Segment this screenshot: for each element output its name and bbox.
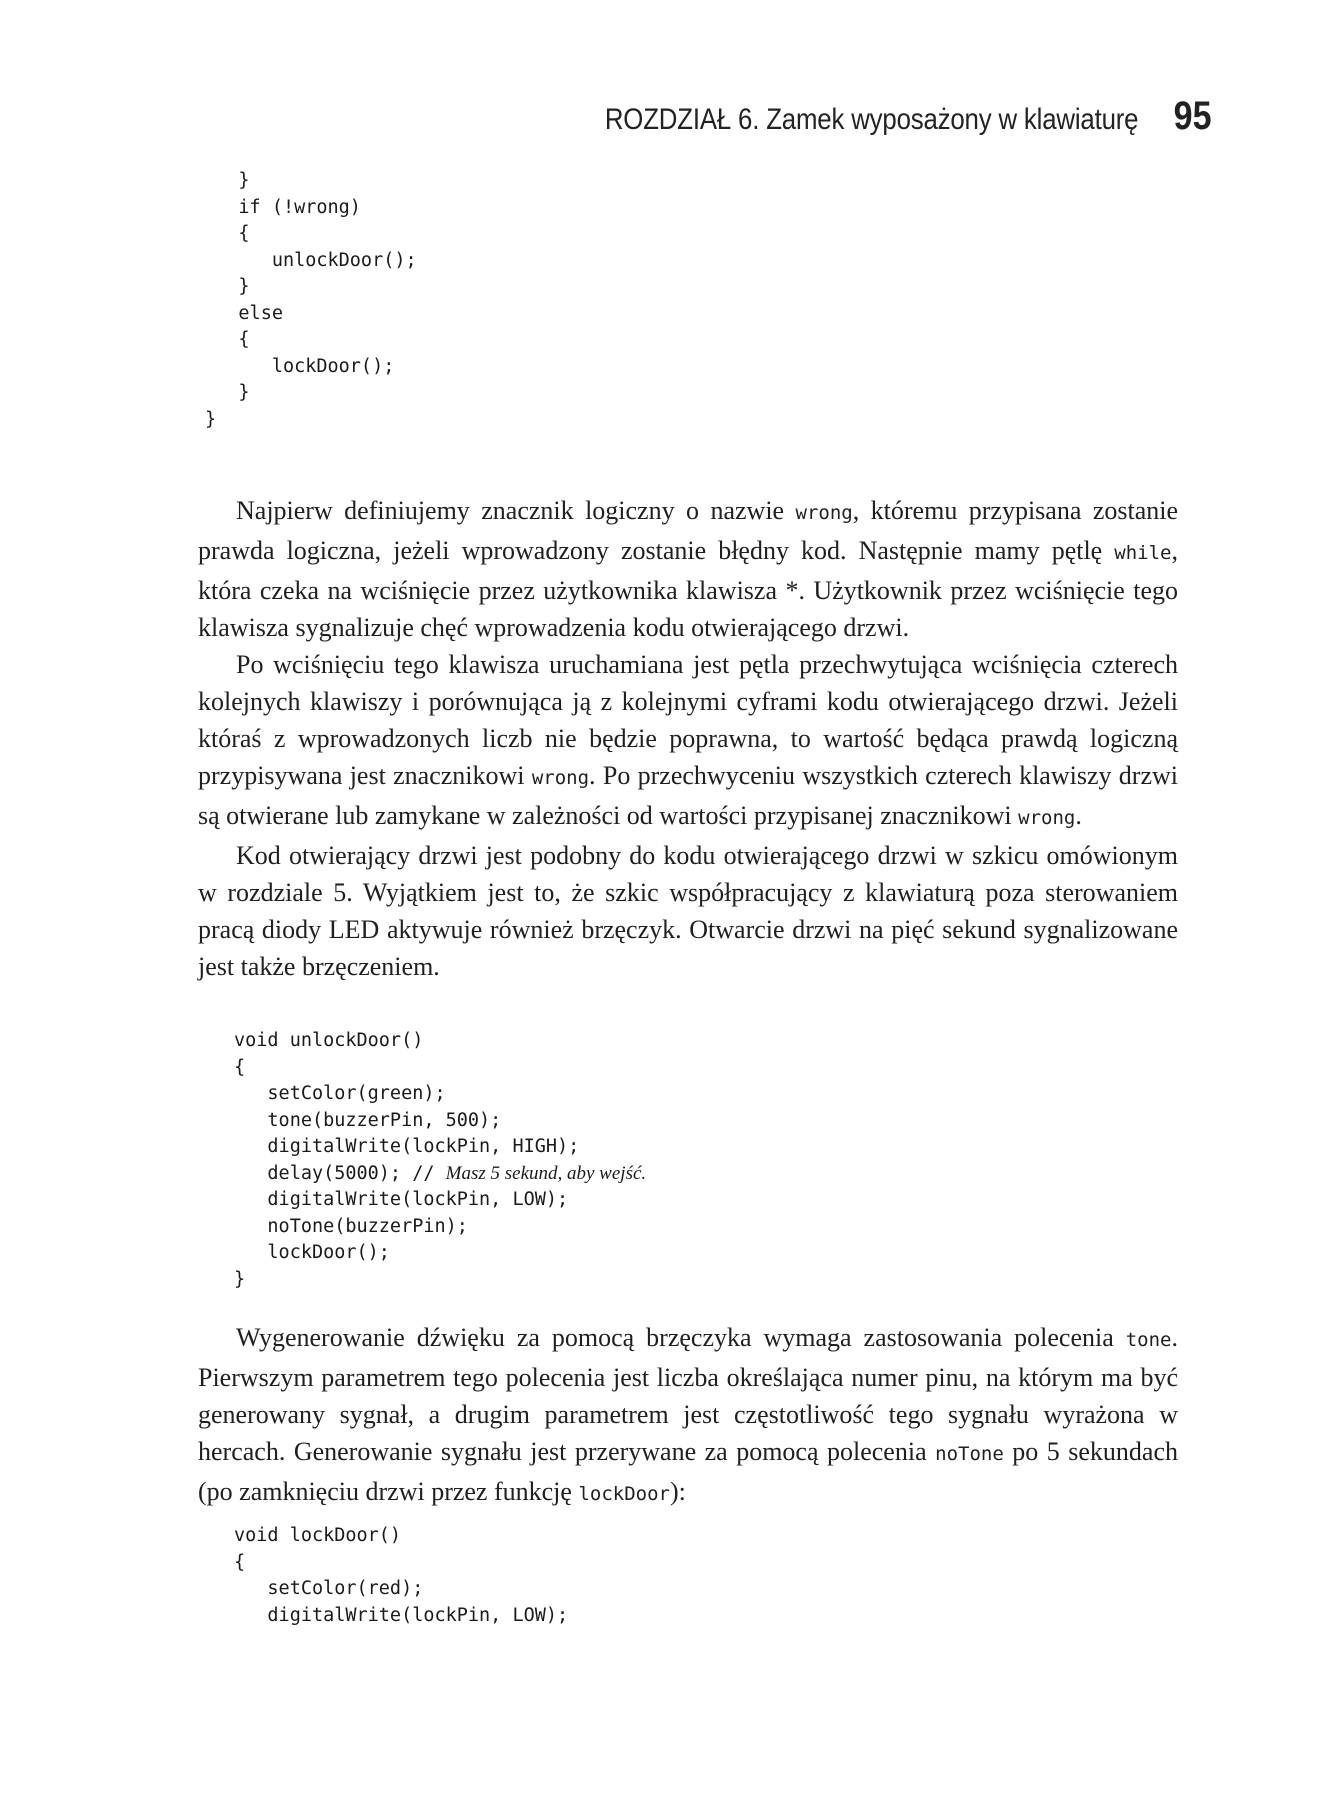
code-line: tone(buzzerPin, 500); [234,1109,502,1131]
text-run: Kod otwierający drzwi jest podobny do kodu otwierającego drzwi w szkicu omówionym w rozdziale 5. Wyjątkiem jest to, że szkic współpracujący z klawiaturą poza sterowaniem pracą diody LED aktywuje również brzęczyk. Otwarcie drzwi na pięć sekund sygnalizowane jest także brzęczeniem. [198,841,1178,981]
text-run: Po wciśnięciu tego klawisza uruchamiana jest pętla przechwytująca wciśnięcia czterech kolejnych klawiszy i porównująca ją z kolejnymi cyframi kodu otwierającego drzwi. Jeżeli któraś z wprowadzonych liczb nie będzie poprawna, to wartość będąca prawdą logiczną przypisywana jest znacznikowi [198,650,1178,790]
code-line: void lockDoor() [234,1525,402,1546]
code-text: delay(5000); // [234,1162,446,1184]
code-block-2 [234,1028,646,1293]
inline-code: wrong [795,502,853,524]
code-line: setColor(red); [234,1578,424,1599]
text-run: . Pierwszym parametrem tego polecenia jest liczba określająca numer pinu, na którym ma być generowany sygnał, a drugim parametrem jest częstotliwość tego sygnału wyrażona w hercach. Generowanie sygnału jest przerywane za pomocą polecenia [198,1323,1178,1466]
code-line: } [234,1268,246,1290]
inline-code: noTone [935,1443,1004,1465]
code-line: { [205,329,250,350]
inline-code: wrong [531,767,590,789]
running-header [518,94,1211,139]
text-run: po 5 sekundach (po zamknięciu drzwi przez funkcję [198,1437,1178,1506]
inline-code: tone [1125,1329,1172,1351]
code-line: digitalWrite(lockPin, HIGH); [234,1136,580,1157]
code-line: lockDoor(); [234,1242,390,1263]
body-text-section-1 [198,492,1178,985]
code-block-3 [234,1523,568,1629]
code-line: else [205,302,283,324]
code-block-1 [205,168,417,433]
code-line: digitalWrite(lockPin, LOW); [234,1189,569,1210]
page-number: 95 [1173,94,1211,138]
code-line: if (!wrong) [205,196,361,218]
text-run: ): [669,1477,686,1506]
text-run: Najpierw definiujemy znacznik logiczny o nazwie [236,496,796,525]
code-comment: Masz 5 sekund, aby wejść. [445,1162,647,1184]
text-run: . [1075,801,1082,830]
code-line: } [205,408,217,430]
code-line: } [205,170,250,191]
code-line: unlockDoor(); [205,249,417,271]
body-text-section-2 [198,1319,1178,1513]
code-line: setColor(green); [234,1083,446,1104]
code-line: void unlockDoor() [234,1030,424,1051]
paragraph [198,492,1178,646]
paragraph [198,1319,1178,1513]
chapter-title: ROZDZIAŁ 6. Zamek wyposażony w klawiaturę [605,103,1139,136]
inline-code: lockDoor [578,1483,670,1505]
code-line: noTone(buzzerPin); [234,1215,468,1237]
text-run: . Po przechwyceniu wszystkich czterech klawiszy drzwi są otwierane lub zamykane w zależności od wartości przypisanej znacznikowi [198,761,1179,830]
code-line: } [205,276,250,297]
text-run: Wygenerowanie dźwięku za pomocą brzęczyka wymaga zastosowania polecenia [236,1323,1126,1352]
text-run: , któremu przypisana zostanie prawda logiczna, jeżeli wprowadzony zostanie błędny kod. Następnie mamy pętlę [198,496,1178,565]
paragraph [198,837,1178,985]
paragraph [198,646,1178,837]
code-line: { [234,1056,246,1078]
code-line: { [234,1551,246,1573]
inline-code: wrong [1018,807,1076,829]
code-line: digitalWrite(lockPin, LOW); [234,1604,569,1626]
code-line: } [205,382,250,403]
inline-code: while [1114,542,1172,564]
text-run: , która czeka na wciśnięcie przez użytkownika klawisza *. Użytkownik przez wciśnięcie tego klawisza sygnalizuje chęć wprowadzenia kodu otwierającego drzwi. [198,536,1178,642]
code-line: lockDoor(); [205,355,395,377]
code-line [234,1161,646,1188]
code-line: { [205,223,250,244]
